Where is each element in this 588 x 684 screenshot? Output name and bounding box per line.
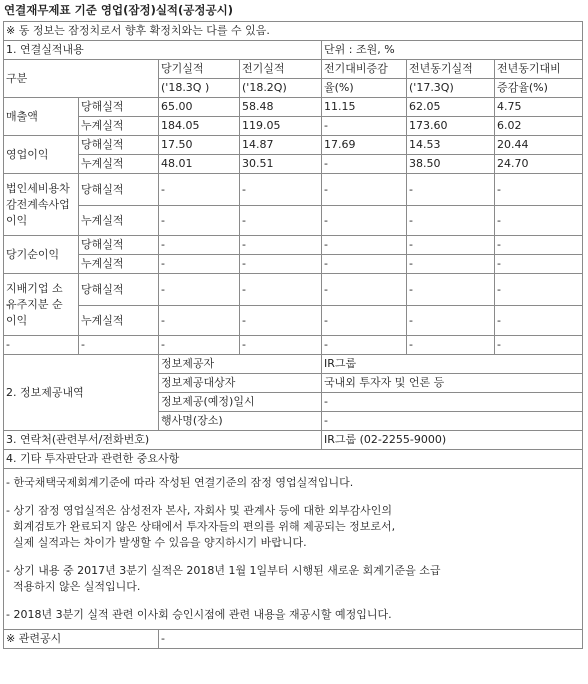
data-cell: 38.50 xyxy=(407,155,495,174)
notice: ※ 동 정보는 잠정치로서 향후 확정치와는 다를 수 있음. xyxy=(4,22,583,41)
info-key: 정보제공(예정)일시 xyxy=(159,393,322,412)
header-gubun: 구분 xyxy=(4,60,159,98)
cell-line: 이익 xyxy=(6,213,28,227)
info-value: - xyxy=(322,393,583,412)
header-col: 전기대비증감 xyxy=(322,60,407,79)
data-cell: 14.53 xyxy=(407,136,495,155)
header-col-sub: 율(%) xyxy=(322,79,407,98)
page-title: 연결재무제표 기준 영업(잠정)실적(공정공시) xyxy=(4,3,233,17)
data-cell: 6.02 xyxy=(495,117,583,136)
info-value: 국내외 투자자 및 언론 등 xyxy=(322,374,583,393)
data-cell: 65.00 xyxy=(159,98,240,117)
row-item-label xyxy=(4,274,79,336)
data-cell: - xyxy=(240,236,322,255)
row-item-label: 매출액 xyxy=(4,98,79,136)
row-sub-label: 당해실적 xyxy=(79,174,159,206)
header-col-sub: ('18.3Q ) xyxy=(159,79,240,98)
data-cell: - xyxy=(495,206,583,236)
data-cell: 11.15 xyxy=(322,98,407,117)
cell-line: 법인세비용차 xyxy=(6,181,70,195)
row-sub-label: 누계실적 xyxy=(79,155,159,174)
row-sub-label: 당해실적 xyxy=(79,236,159,255)
row-sub-label: 당해실적 xyxy=(79,98,159,117)
data-cell: - xyxy=(240,336,322,355)
cell-line: 이익 xyxy=(6,313,28,327)
data-cell: 20.44 xyxy=(495,136,583,155)
data-cell: - xyxy=(240,206,322,236)
note-line: 적용하지 않은 실적입니다. xyxy=(6,580,141,593)
disclosure-table xyxy=(3,21,583,649)
data-cell: - xyxy=(322,206,407,236)
data-cell: - xyxy=(495,306,583,336)
data-cell: - xyxy=(322,255,407,274)
data-cell: 119.05 xyxy=(240,117,322,136)
data-cell: - xyxy=(240,255,322,274)
data-cell: 17.69 xyxy=(322,136,407,155)
header-col: 전년동기실적 xyxy=(407,60,495,79)
data-cell: 48.01 xyxy=(159,155,240,174)
cell-line: 유주지분 순 xyxy=(6,297,63,311)
paragraph-gap xyxy=(6,551,580,563)
unit-label: 단위 : 조원, % xyxy=(322,41,583,60)
data-cell: - xyxy=(240,306,322,336)
note-line: 실제 실적과는 차이가 발생할 수 있음을 양지하시기 바랍니다. xyxy=(6,536,307,549)
row-sub-label: 당해실적 xyxy=(79,136,159,155)
data-cell: - xyxy=(407,255,495,274)
data-cell: - xyxy=(407,336,495,355)
data-cell: - xyxy=(322,174,407,206)
row-item-label: 당기순이익 xyxy=(4,236,79,274)
row-sub-label: 누계실적 xyxy=(79,255,159,274)
data-cell: - xyxy=(159,306,240,336)
row-sub-label: 누계실적 xyxy=(79,206,159,236)
note-line: - 한국채택국제회계기준에 따라 작성된 연결기준의 잠정 영업실적입니다. xyxy=(6,476,354,489)
contact-value: IR그룹 (02-2255-9000) xyxy=(322,431,583,450)
data-cell: - xyxy=(322,306,407,336)
data-cell: 30.51 xyxy=(240,155,322,174)
row-sub-label: 누계실적 xyxy=(79,117,159,136)
data-cell: 17.50 xyxy=(159,136,240,155)
data-cell: - xyxy=(159,336,240,355)
data-cell: 24.70 xyxy=(495,155,583,174)
data-cell: 62.05 xyxy=(407,98,495,117)
data-cell: - xyxy=(407,274,495,306)
note-line: - 상기 내용 중 2017년 3분기 실적은 2018년 1월 1일부터 시행된 새로운 회계기준을 소급 xyxy=(6,564,441,577)
section-2-label: 2. 정보제공내역 xyxy=(4,355,159,431)
info-key: 정보제공자 xyxy=(159,355,322,374)
data-cell: - xyxy=(159,236,240,255)
cell-line: 감전계속사업 xyxy=(6,197,70,211)
data-cell: - xyxy=(240,274,322,306)
data-cell: - xyxy=(495,174,583,206)
data-cell: - xyxy=(159,255,240,274)
note-line: - 2018년 3분기 실적 관련 이사회 승인시점에 관련 내용을 재공시할 예정입니다. xyxy=(6,608,392,621)
section-1-label: 1. 연결실적내용 xyxy=(4,41,322,60)
info-value: - xyxy=(322,412,583,431)
data-cell: - xyxy=(159,274,240,306)
header-col-sub: ('17.3Q) xyxy=(407,79,495,98)
data-cell: - xyxy=(495,255,583,274)
header-col: 전년동기대비 xyxy=(495,60,583,79)
related-value: - xyxy=(159,630,583,649)
data-cell: - xyxy=(4,336,79,355)
data-cell: - xyxy=(495,274,583,306)
data-cell: - xyxy=(495,236,583,255)
note-line: - 상기 잠정 영업실적은 삼성전자 본사, 자회사 및 관계사 등에 대한 외부감사인의 xyxy=(6,504,392,517)
cell-line: 지배기업 소 xyxy=(6,281,63,295)
notes-block xyxy=(4,469,583,630)
data-cell: 184.05 xyxy=(159,117,240,136)
section-4-label: 4. 기타 투자판단과 관련한 중요사항 xyxy=(4,450,583,469)
info-value: IR그룹 xyxy=(322,355,583,374)
header-col-sub: 증감율(%) xyxy=(495,79,583,98)
header-col: 전기실적 xyxy=(240,60,322,79)
row-sub-label: 누계실적 xyxy=(79,306,159,336)
data-cell: - xyxy=(322,117,407,136)
data-cell: - xyxy=(240,174,322,206)
data-cell: - xyxy=(407,306,495,336)
data-cell: - xyxy=(407,236,495,255)
header-col: 당기실적 xyxy=(159,60,240,79)
data-cell: - xyxy=(322,155,407,174)
paragraph-gap xyxy=(6,491,580,503)
data-cell: - xyxy=(407,206,495,236)
row-item-label xyxy=(4,174,79,236)
info-key: 정보제공대상자 xyxy=(159,374,322,393)
data-cell: - xyxy=(322,236,407,255)
data-cell: - xyxy=(322,336,407,355)
paragraph-gap xyxy=(6,595,580,607)
section-3-label: 3. 연락처(관련부서/전화번호) xyxy=(4,431,322,450)
data-cell: - xyxy=(407,174,495,206)
data-cell: - xyxy=(79,336,159,355)
note-line: 회계검토가 완료되지 않은 상태에서 투자자들의 편의를 위해 제공되는 정보로서, xyxy=(6,520,396,533)
header-col-sub: ('18.2Q) xyxy=(240,79,322,98)
data-cell: 173.60 xyxy=(407,117,495,136)
info-key: 행사명(장소) xyxy=(159,412,322,431)
data-cell: - xyxy=(495,336,583,355)
data-cell: - xyxy=(322,274,407,306)
data-cell: - xyxy=(159,174,240,206)
data-cell: 58.48 xyxy=(240,98,322,117)
related-label: ※ 관련공시 xyxy=(4,630,159,649)
row-sub-label: 당해실적 xyxy=(79,274,159,306)
data-cell: - xyxy=(159,206,240,236)
data-cell: 4.75 xyxy=(495,98,583,117)
data-cell: 14.87 xyxy=(240,136,322,155)
row-item-label: 영업이익 xyxy=(4,136,79,174)
